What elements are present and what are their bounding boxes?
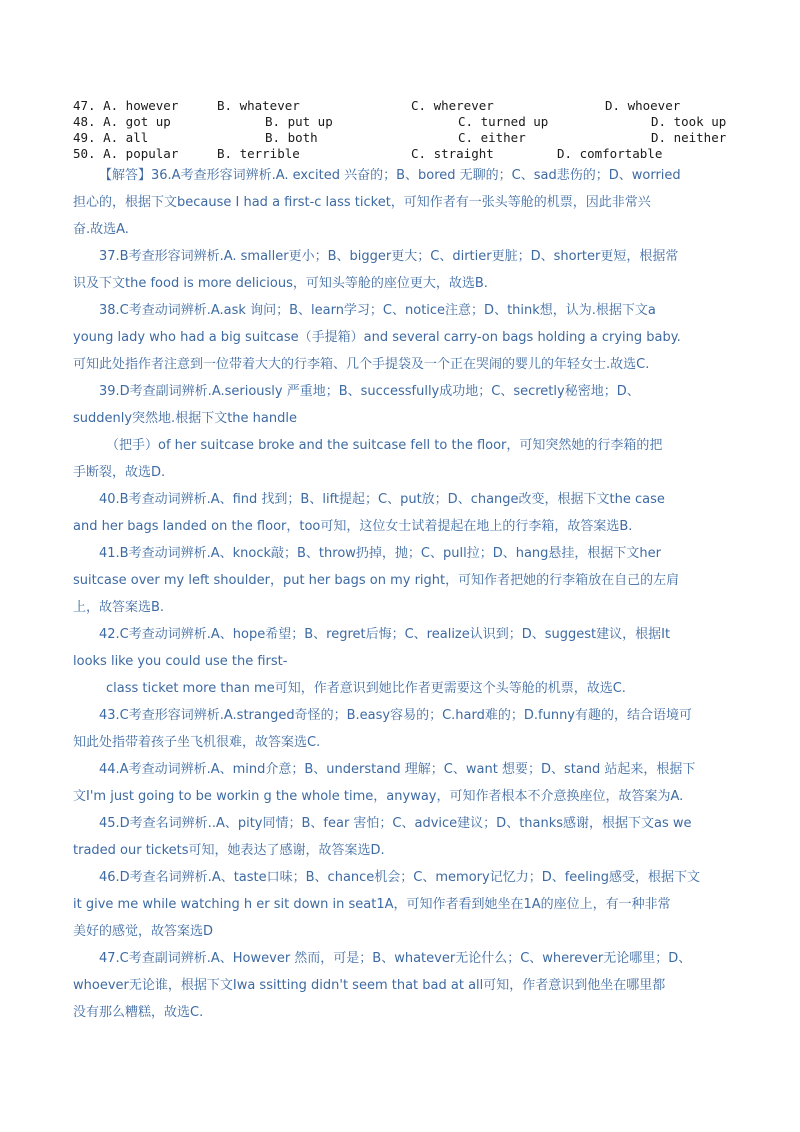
option-d: D. neither bbox=[651, 130, 727, 145]
answer-36 bbox=[73, 162, 733, 243]
answer-line: 42.C考查动词辨析.A、hope希望；B、regret后悔；C、realize认识到；D、suggest建议，根据It bbox=[99, 627, 671, 642]
answer-44 bbox=[73, 756, 733, 810]
answer-line: it give me while watching h er sit down in seat1A，可知作者看到她坐在1A的座位上，有一种非常 bbox=[73, 897, 671, 912]
answer-41 bbox=[73, 540, 733, 621]
option-b: B. terrible bbox=[217, 146, 300, 161]
option-a: 49. A. all bbox=[73, 130, 149, 145]
option-row-49 bbox=[73, 130, 733, 146]
answer-45 bbox=[73, 810, 733, 864]
answer-42 bbox=[73, 621, 733, 675]
answer-42-continued bbox=[73, 675, 733, 702]
answer-46 bbox=[73, 864, 733, 945]
option-a: 50. A. popular bbox=[73, 146, 179, 161]
answer-line: class ticket more than me可知，作者意识到她比作者更需要这个头等舱的机票，故选C. bbox=[106, 681, 626, 696]
answer-line: 担心的，根据下文because I had a first-c lass ticket，可知作者有一张头等舱的机票，因此非常兴 bbox=[73, 195, 651, 210]
option-a: 47. A. however bbox=[73, 98, 179, 113]
answer-line: 奋.故选A. bbox=[73, 222, 129, 237]
option-a: 48. A. got up bbox=[73, 114, 171, 129]
answer-line: 文I'm just going to be workin g the whole time，anyway，可知作者根本不介意换座位，故答案为A. bbox=[73, 789, 684, 804]
option-row-50 bbox=[73, 146, 733, 162]
answer-line: 43.C考查形容词辨析.A.stranged奇怪的；B.easy容易的；C.hard难的；D.funny有趣的，结合语境可 bbox=[99, 708, 692, 723]
answer-47 bbox=[73, 945, 733, 1026]
answer-line: 47.C考查副词辨析.A、However 然而，可是；B、whatever无论什么；C、wherever无论哪里；D、 bbox=[99, 951, 692, 966]
option-c: C. wherever bbox=[411, 98, 494, 113]
answer-line: 识及下文the food is more delicious，可知头等舱的座位更大，故选B. bbox=[73, 276, 488, 291]
option-d: D. took up bbox=[651, 114, 727, 129]
answer-39 bbox=[73, 378, 733, 432]
option-c: C. either bbox=[458, 130, 526, 145]
answer-line: young lady who had a big suitcase（手提箱）and several carry-on bags holding a crying baby. bbox=[73, 330, 681, 345]
answer-line: looks like you could use the first- bbox=[73, 654, 288, 669]
answer-39-continued bbox=[73, 432, 733, 486]
answer-explanations bbox=[73, 162, 733, 1026]
option-row-48 bbox=[73, 114, 733, 130]
answer-line: whoever无论谁，根据下文Iwa ssitting didn't seem that bad at all可知，作者意识到他坐在哪里都 bbox=[73, 978, 666, 993]
answer-line: traded our tickets可知，她表达了感谢，故答案选D. bbox=[73, 843, 385, 858]
answer-line: suitcase over my left shoulder，put her bags on my right，可知作者把她的行李箱放在自己的左肩 bbox=[73, 573, 680, 588]
answer-line: 知此处指带着孩子坐飞机很难，故答案选C. bbox=[73, 735, 321, 750]
answer-line: 上，故答案选B. bbox=[73, 600, 165, 615]
answer-line: 37.B考查形容词辨析.A. smaller更小；B、bigger更大；C、dirtier更脏；D、shorter更短，根据常 bbox=[99, 249, 679, 264]
answer-line: 39.D考查副词辨析.A.seriously 严重地；B、successfully成功地；C、secretly秘密地；D、 bbox=[99, 384, 640, 399]
answer-line: 没有那么糟糕，故选C. bbox=[73, 1005, 204, 1020]
answer-line: 可知此处指作者注意到一位带着大大的行李箱、几个手提袋及一个正在哭闹的婴儿的年轻女士.故选C. bbox=[73, 357, 650, 372]
option-d: D. comfortable bbox=[557, 146, 663, 161]
answer-line: 44.A考查动词辨析.A、mind介意；B、understand 理解；C、want 想要；D、stand 站起来，根据下 bbox=[99, 762, 696, 777]
answer-line: 46.D考查名词辨析.A、taste口味；B、chance机会；C、memory记忆力；D、feeling感受，根据下文 bbox=[99, 870, 700, 885]
answer-line: 41.B考查动词辨析.A、knock敲；B、throw扔掉，抛；C、pull拉；D、hang悬挂，根据下文her bbox=[99, 546, 661, 561]
option-c: C. turned up bbox=[458, 114, 549, 129]
answer-line: 【解答】36.A考查形容词辨析.A. excited 兴奋的；B、bored 无聊的；C、sad悲伤的；D、worried bbox=[99, 168, 681, 183]
option-row-47 bbox=[73, 98, 733, 114]
answer-line: 美好的感觉，故答案选D bbox=[73, 924, 214, 939]
answer-line: suddenly突然地.根据下文the handle bbox=[73, 411, 297, 426]
answer-line: 45.D考查名词辨析..A、pity同情；B、fear 害怕；C、advice建议；D、thanks感谢，根据下文as we bbox=[99, 816, 692, 831]
option-b: B. both bbox=[265, 130, 318, 145]
answer-40 bbox=[73, 486, 733, 540]
answer-line: 40.B考查动词辨析.A、find 找到；B、lift提起；C、put放；D、change改变，根据下文the case bbox=[99, 492, 665, 507]
answer-line: （把手）of her suitcase broke and the suitcase fell to the floor，可知突然她的行李箱的把 bbox=[106, 438, 663, 453]
answer-43 bbox=[73, 702, 733, 756]
answer-38 bbox=[73, 297, 733, 378]
option-c: C. straight bbox=[411, 146, 494, 161]
option-b: B. put up bbox=[265, 114, 333, 129]
option-d: D. whoever bbox=[605, 98, 681, 113]
answer-line: 38.C考查动词辨析.A.ask 询问；B、learn学习；C、notice注意；D、think想，认为.根据下文a bbox=[99, 303, 656, 318]
answer-line: and her bags landed on the floor，too可知，这位女士试着提起在地上的行李箱，故答案选B. bbox=[73, 519, 633, 534]
answer-37 bbox=[73, 243, 733, 297]
answer-line: 手断裂，故选D. bbox=[73, 465, 166, 480]
option-b: B. whatever bbox=[217, 98, 300, 113]
